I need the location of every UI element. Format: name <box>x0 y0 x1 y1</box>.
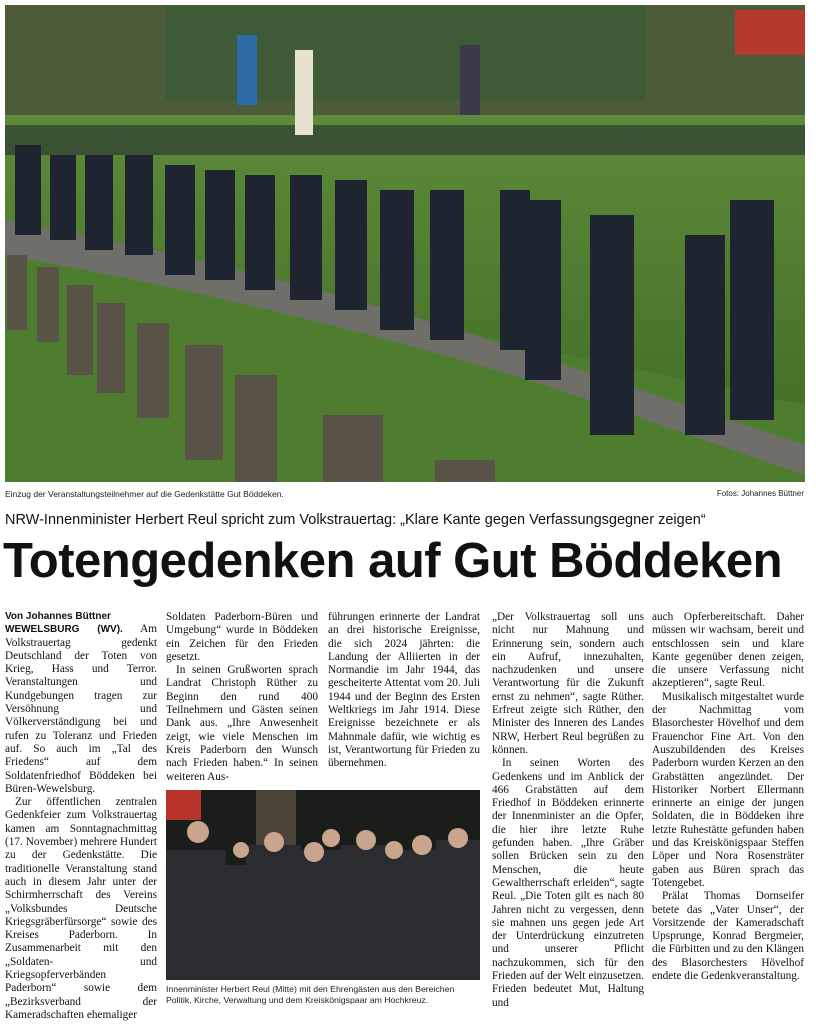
paragraph: auch Opferbereitschaft. Daher müssen wir wachsam, bereit und entschlossen sein und klare Kante gegenüber denen zeigen, die unsere Verfassung nicht akzeptieren“, sagte Reul. <box>652 611 804 690</box>
paragraph: „Der Volkstrauertag soll uns nicht nur Mahnung und Erinnerung sein, sondern auch ein Aufruf, innezuhalten, nachzudenken und unsere Verantwortung für die Zukunft ernst zu nehmen“, sagte Rüther. Erfreut zeigte sich Rüther, den Minister des Inneren des Landes NRW, Herbert Reul begrüßen zu können. <box>492 611 644 756</box>
photo-credit: Fotos: Johannes Büttner <box>716 489 804 498</box>
dateline: WEWELSBURG (WV). <box>5 624 123 636</box>
paragraph: In seinen Grußworten sprach Landrat Christoph Rüther zu Beginn den rund 400 Teilnehmern und Gästen seinen Dank aus. „Ihre Anwesenheit zeigt, wie viele Menschen im Kreis Paderborn den Wunsch nach Frieden haben.“ In seinen weiteren Aus- <box>166 664 318 783</box>
top-photo-caption: Einzug der Veranstaltungsteilnehmer auf die Gedenkstätte Gut Böddeken. <box>5 489 284 499</box>
column-2 <box>166 611 318 784</box>
paragraph: Prälat Thomas Dornseifer betete das „Vater Unser“, der Vorsitzende der Kameradschaft Upsprunge, Konrad Bergmeier, die Fürbitten und zu den Klängen des Blasorchesters Hövelhof endete die Gedenkveranstaltung. <box>652 890 804 983</box>
kicker: NRW-Innenminister Herbert Reul spricht zum Volkstrauertag: „Klare Kante gegen Verfassungsgegner zeigen“ <box>5 512 706 528</box>
column-5 <box>652 611 804 983</box>
headline: Totengedenken auf Gut Böddeken <box>3 534 783 588</box>
paragraph-text: Am Volkstrauertag gedenkt Deutschland der Toten von Krieg, Hass und Terror. Veranstaltungen und Kundgebungen tragen zur Versöhnung und Völkerverständigung bei und rufen zu Toleranz und Frieden auf. So auch im „Tal des Friedens“ auf dem Soldatenfriedhof Böddeken bei Büren-Wewelsburg. <box>5 623 158 795</box>
column-1 <box>5 610 157 1022</box>
inline-photo-caption: Innenminister Herbert Reul (Mitte) mit den Ehrengästen aus den Bereichen Politik, Kirche, Verwaltung und dem Kreiskönigspaar am Hochkreuz. <box>166 984 455 1005</box>
paragraph: Soldaten Paderborn-Büren und Umgebung“ wurde in Böddeken ein Zeichen für den Frieden gesetzt. <box>166 611 318 663</box>
inline-photo <box>166 790 480 980</box>
paragraph: Zur öffentlichen zentralen Gedenkfeier zum Volkstrauertag kamen am Sonntagnachmittag (17. November) mehrere Hundert zu der Gedenkstätte. Die traditionelle Veranstaltung stand auch in diesem Jahr unter der Schirmherrschaft des Vereins „Volksbundes Deutsche Kriegsgräberfürsorge“ sowie des Kreises Paderborn. In Zusammenarbeit mit den „Soldaten- und Kriegsopferverbänden Paderborn“ sowie dem „Bezirksverband der Kameradschaften ehemaliger <box>5 796 157 1021</box>
paragraph <box>5 623 157 796</box>
column-3 <box>328 611 480 771</box>
paragraph: führungen erinnerte der Landrat an drei historische Ereignisse, die sich 2024 jährten: die Landung der Alliierten in der Normandie im Jahr 1944, das gescheiterte Attentat vom 20. Juli 1944 und der Beginn des Ersten Weltkriegs im Jahr 1914. Diese Ereignisse bezeichnete er als Mahnmale dafür, wie wichtig es ist, Verantwortung für Frieden zu übernehmen. <box>328 611 480 770</box>
top-photo <box>5 5 805 482</box>
byline: Von Johannes Büttner <box>5 611 111 622</box>
paragraph: Musikalisch mitgestaltet wurde der Nachmittag vom Blasorchester Hövelhof und dem Frauenchor Fine Art. Von den Auszubildenden des Kreises Paderborn wurden Kerzen an den Grabstätten angezündet. Der Historiker Norbert Ellermann erinnerte an einige der jungen Soldaten, die in Böddeken ihre letzte Ruhestätte gefunden haben und das Kreiskönigspaar Steffen Löper und Nora Rosensträter gaben aus Büren sprach das Totengebet. <box>652 690 804 889</box>
column-4 <box>492 611 644 1010</box>
paragraph: In seinen Worten des Gedenkens und im Anblick der 466 Grabstätten auf dem Friedhof in Böddeken erinnerte der Innenminister an die Opfer, die hier ihre letzte Ruhe gefunden haben. „Ihre Gräber sollen Brücken sein zu den Menschen, die heute Gewaltherrschaft erleiden“, sagte Reul. „Die Toten gilt es nach 80 Jahren nicht zu vergessen, denn sie mahnen uns gegen jede Art der Unterdrückung einzutreten und unserer Pflicht nachzukommen, sich für den Frieden auf der Welt einzusetzen. Frieden bedeutet Mut, Haltung und <box>492 757 644 1009</box>
